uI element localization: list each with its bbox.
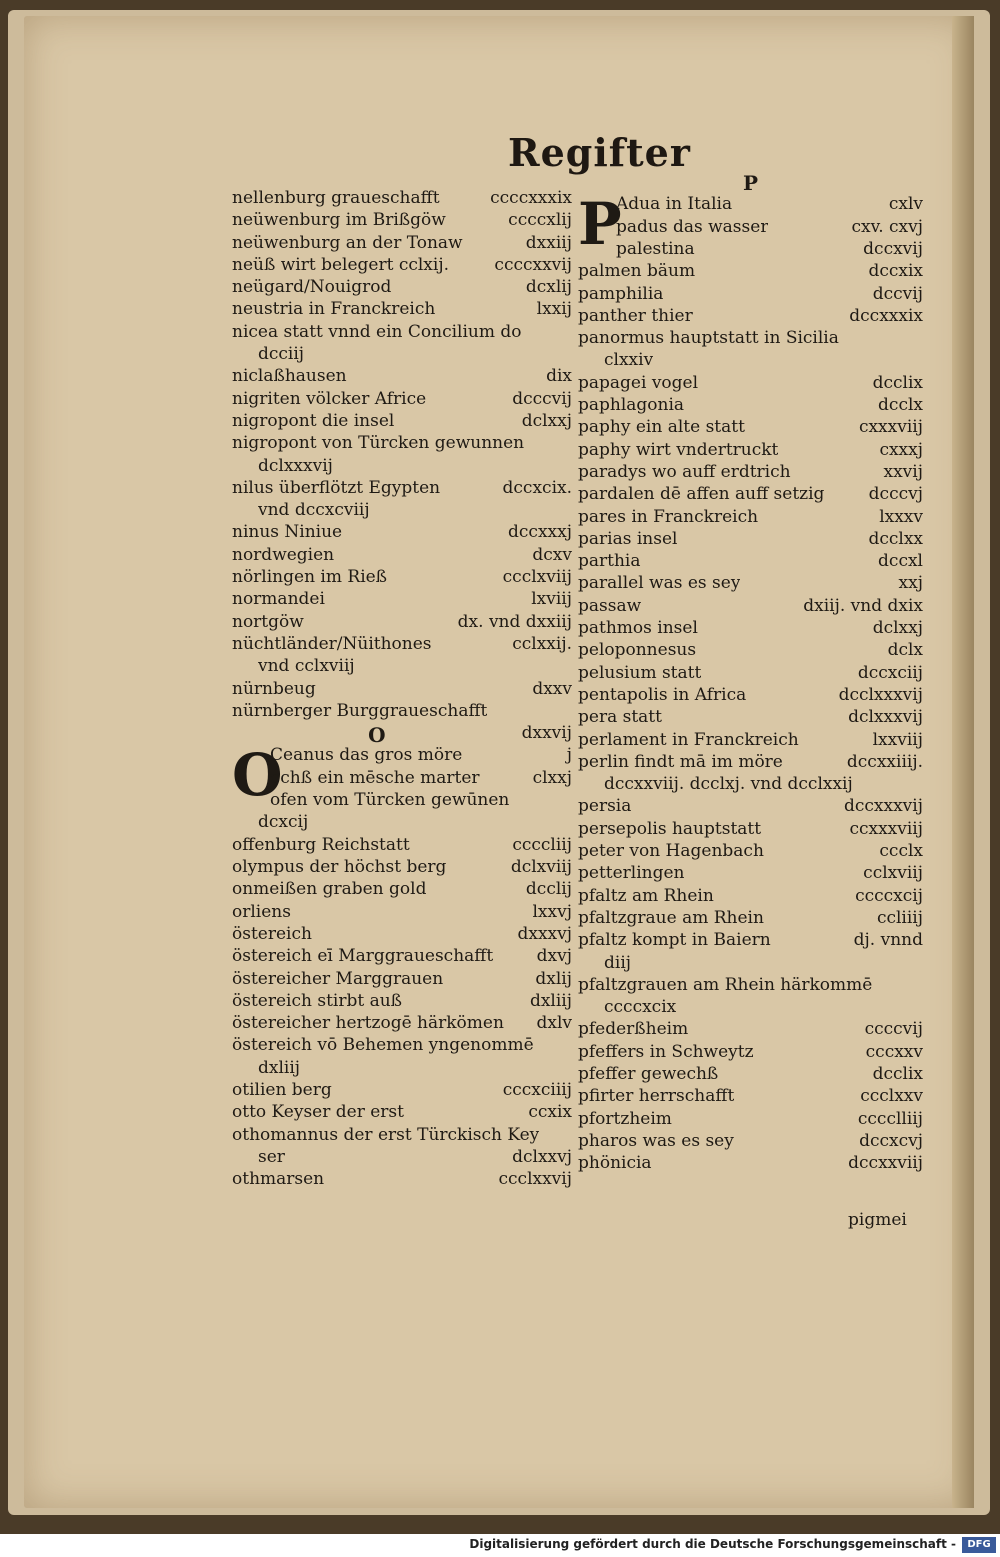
entry-name: nilus überflötzt Egypten [232,477,441,498]
o-initial-block [232,741,572,812]
entry-name: nordwegien [232,544,335,565]
entry-reference: dclxxxvij [848,707,923,728]
register-entry [578,551,923,573]
entry-name: pathmos insel [578,618,698,639]
register-entry [232,299,572,321]
entry-name: pfaltz kompt in Baiern [578,930,771,951]
entry-name: panormus hauptstatt in Sicilia [578,328,839,349]
entry-reference: clxxj [532,767,572,788]
register-entry [232,634,572,656]
register-entry [232,835,572,857]
entry-reference: ccxix [528,1102,572,1123]
register-entry [232,589,572,611]
entry-reference: xxj [898,573,923,594]
entry-name: paphy wirt vndertruckt [578,439,779,460]
register-entry [578,1086,923,1108]
entry-name: vnd dccxcviij [258,500,370,521]
register-entry [232,277,572,299]
entry-reference: dclxxj [872,618,923,639]
entry-name: othomannus der erst Türckisch Key [232,1124,540,1145]
register-entry [578,573,923,595]
entry-reference: dccxcix. [502,477,572,498]
register-entry [578,1153,923,1175]
entry-reference: j [566,745,572,766]
letter-o-row [232,723,572,748]
register-entry [232,456,572,478]
register-entry [232,233,572,255]
entry-name: nigriten völcker Africe [232,388,427,409]
register-entry [232,1147,572,1169]
entry-reference: dclx [887,640,923,661]
entry-name: paphy ein alte statt [578,417,745,438]
p-initial-block [578,190,923,261]
entry-name: nürnbeug [232,678,316,699]
entry-reference: cxxxviij [858,417,923,438]
entry-name: palmen bäum [578,261,696,282]
entry-reference: dcccvj [868,484,923,505]
entry-reference: ccclxxvij [498,1169,572,1190]
entry-name: neüwenburg im Brißgöw [232,210,446,231]
entry-name: neüwenburg an der Tonaw [232,232,463,253]
entry-name: neüß wirt belegert cclxij. [232,254,449,275]
entry-name: olympus der höchst berg [232,857,447,878]
entry-reference: dcclix [872,372,923,393]
register-entry [578,1064,923,1086]
left-entries-o [232,812,572,1191]
entry-reference: cxxxj [879,439,923,460]
left-column [232,188,572,1191]
entry-name: parallel was es sey [578,573,741,594]
left-entries-o-initial [232,741,572,812]
entry-name: östereich vō Behemen yngenommē [232,1035,534,1056]
register-entry [578,997,923,1019]
entry-reference: dxliij [529,990,572,1011]
entry-reference: dccxciij [857,662,923,683]
entry-reference: ccccxxxix [490,188,572,208]
register-entry [232,612,572,634]
entry-reference: ccclxxv [860,1086,923,1107]
entry-reference: ccxxxviij [849,818,923,839]
entry-reference: dcclix [872,1063,923,1084]
entry-name: Adua in Italia [616,194,733,215]
entry-name: persia [578,796,632,817]
register-entry [232,322,572,344]
register-entry [616,194,923,216]
entry-reference: ccccvij [864,1019,923,1040]
entry-name: östereicher Marggrauen [232,968,444,989]
register-entry [232,1125,572,1147]
entry-name: perlin findt mā im möre [578,751,783,772]
entry-name: dccxxviij. dcclxj. vnd dcclxxij [604,774,853,795]
register-entry [232,522,572,544]
entry-name: phönicia [578,1153,652,1174]
register-entry [232,969,572,991]
register-entry [578,1019,923,1041]
entry-name: nüchtländer/Nüithones [232,633,432,654]
register-entry [270,790,572,812]
register-entry [578,462,923,484]
entry-reference: dxiij. vnd dxix [803,595,923,616]
entry-reference: cclxviij [863,863,923,884]
register-entry [232,812,572,834]
entry-name: panther thier [578,305,693,326]
entry-reference: ccliiij [876,907,923,928]
register-entry [232,366,572,388]
entry-name: ser [258,1146,285,1167]
entry-reference: dxxxvj [517,923,572,944]
register-entry [232,567,572,589]
register-entry [232,991,572,1013]
entry-name: ccccxcix [604,997,677,1018]
register-entry [578,841,923,863]
right-entries-p [578,261,923,1175]
entry-name: nellenburg graueschafft [232,188,440,208]
entry-name: pardalen dē affen auff setzig [578,484,825,505]
entry-reference: dccxcvj [859,1130,923,1151]
entry-name: petterlingen [578,863,685,884]
register-entry [578,284,923,306]
register-entry [232,411,572,433]
entry-name: pera statt [578,707,662,728]
entry-name: paphlagonia [578,395,685,416]
entry-name: peter von Hagenbach [578,841,764,862]
register-entry [232,210,572,232]
entry-name: pfeffer gewechß [578,1063,719,1084]
page-heading: Regifter [508,130,691,175]
entry-name: clxxiv [604,350,654,371]
register-entry [232,1035,572,1057]
entry-reference: lxxvj [532,901,572,922]
entry-reference: dxlij [535,968,572,989]
register-entry [578,440,923,462]
entry-reference: ccccliij [512,834,572,855]
entry-name: dxliij [258,1057,301,1078]
entry-reference: dclxxvj [512,1146,572,1167]
entry-name: peloponnesus [578,640,697,661]
entry-reference: dccxxxvij [844,796,923,817]
register-entry [578,730,923,752]
entry-name: pfortzheim [578,1108,672,1129]
entry-name: papagei vogel [578,372,699,393]
catchword: pigmei [848,1210,907,1230]
register-entry [232,701,572,723]
entry-reference: dccxix [868,261,923,282]
entry-reference: dxxiij [525,232,572,253]
register-entry [232,1080,572,1102]
register-entry [578,707,923,729]
register-entry [270,768,572,790]
left-entries-n [232,188,572,723]
register-entry [578,685,923,707]
entry-name: nicea statt vnnd ein Concilium do [232,321,522,342]
footer-bar [0,1534,1000,1557]
entry-name: ninus Niniue [232,522,343,543]
section-letter-p: P [742,171,759,195]
register-entry [232,255,572,277]
register-entry [578,373,923,395]
entry-name: diij [604,952,632,973]
entry-name: parias insel [578,528,678,549]
entry-name: pfirter herrschafft [578,1086,735,1107]
entry-name: pentapolis in Africa [578,684,747,705]
entry-reference: xxvij [883,461,923,482]
register-entry [232,679,572,701]
entry-reference: ccccxcij [855,885,923,906]
register-entry [578,886,923,908]
entry-name: offenburg Reichstatt [232,834,410,855]
entry-name: pfaltz am Rhein [578,885,714,906]
entry-reference: dclxxj [521,410,572,431]
register-entry [232,946,572,968]
register-entry [578,930,923,952]
entry-name: östereich eī Marggraueschafft [232,946,494,967]
register-entry [616,217,923,239]
entry-name: parthia [578,551,641,572]
register-entry [232,478,572,500]
entry-name: nigropont von Türcken gewunnen [232,433,525,454]
entry-name: Ceanus das gros möre [270,745,463,766]
entry-name: pfeffers in Schweytz [578,1041,754,1062]
entry-name: nörlingen im Rieß [232,567,388,588]
register-entry [232,879,572,901]
register-entry [578,1109,923,1131]
register-entry [578,395,923,417]
entry-name: pares in Franckreich [578,506,759,527]
entry-reference: dccvij [872,283,923,304]
entry-reference: dccxvij [863,238,923,259]
entry-reference: lxxxv [879,506,923,527]
entry-name: padus das wasser [616,216,769,237]
register-entry [270,745,572,767]
entry-name: dcciij [258,344,305,365]
entry-name: nigropont die insel [232,410,395,431]
entry-name: pfaltzgrauen am Rhein härkommē [578,974,873,995]
register-entry [578,975,923,997]
footer-credit: Digitalisierung gefördert durch die Deutsche Forschungsgemeinschaft - [469,1537,956,1551]
entry-reference: cclxxij. [512,633,572,654]
initial-letter-o: O [232,741,283,810]
register-entry [578,752,923,774]
page-spine-shadow [952,16,974,1508]
entry-reference: lxxviij [872,729,923,750]
entry-reference: dcclxx [868,528,923,549]
register-entry [578,796,923,818]
register-entry [578,417,923,439]
register-entry [578,529,923,551]
register-entry [578,1042,923,1064]
register-entry [232,188,572,210]
entry-reference: dccxxxj [508,522,572,543]
register-entry [578,640,923,662]
entry-reference: cxlv [888,194,923,215]
entry-name: orliens [232,901,291,922]
entry-name: otilien berg [232,1079,332,1100]
entry-reference: ccccxlij [508,210,572,231]
entry-reference: dcxlij [525,277,572,298]
register-entry [232,1102,572,1124]
entry-name: pfederßheim [578,1019,689,1040]
entry-name: östereich [232,923,312,944]
entry-name: neügard/Nouigrod [232,277,392,298]
section-letter-o: O [368,723,386,748]
entry-name: vnd cclxviij [258,656,355,677]
section-letter-o-ref: dxxvij [521,723,572,744]
entry-reference: lxxij [536,299,572,320]
entry-reference: dcxv [532,544,572,565]
initial-letter-p: P [578,190,622,259]
entry-reference: dcclx [878,395,923,416]
register-entry [232,1169,572,1191]
entry-reference: dx. vnd dxxiij [457,611,572,632]
entry-name: ochß ein mēsche marter [270,767,480,788]
entry-name: nürnberger Burggraueschafft [232,700,488,721]
register-entry [578,774,923,796]
entry-name: palestina [616,238,695,259]
register-entry [232,500,572,522]
entry-name: normandei [232,589,325,610]
entry-name: onmeißen graben gold [232,879,427,900]
entry-name: pelusium statt [578,662,702,683]
entry-reference: dxxv [532,678,572,699]
entry-name: östereicher hertzogē härkömen [232,1013,504,1034]
entry-reference: ccccxxvij [494,254,572,275]
register-entry [578,328,923,350]
entry-reference: dcclxxxvij [838,684,923,705]
entry-reference: lxviij [531,589,572,610]
register-entry [578,507,923,529]
entry-name: östereich stirbt auß [232,990,403,1011]
register-entry [232,656,572,678]
register-entry [578,1131,923,1153]
entry-reference: dccxxxix [849,305,923,326]
entry-name: perlament in Franckreich [578,729,799,750]
entry-name: dcxcij [258,812,309,833]
entry-name: neustria in Franckreich [232,299,436,320]
entry-reference: cccxciiij [502,1079,572,1100]
entry-name: dclxxxvij [258,455,333,476]
register-entry [232,1013,572,1035]
entry-reference: cccclliij [857,1108,923,1129]
entry-name: pharos was es sey [578,1130,734,1151]
entry-reference: dcccvij [512,388,572,409]
entry-reference: dix [546,366,572,387]
right-entries-p-initial [578,190,923,261]
register-entry [578,350,923,372]
entry-reference: dj. vnnd [853,930,923,951]
register-entry [232,857,572,879]
register-entry [232,389,572,411]
entry-reference: dccxl [878,551,923,572]
right-column [578,172,923,1175]
register-entry [232,433,572,455]
register-entry [578,953,923,975]
entry-reference: dccxxiiij. [846,751,923,772]
register-entry [578,261,923,283]
entry-reference: dclxviij [510,857,572,878]
entry-name: persepolis hauptstatt [578,818,762,839]
register-entry [232,924,572,946]
entry-reference: ccclxviij [502,567,572,588]
entry-name: pfaltzgraue am Rhein [578,907,764,928]
dfg-logo: DFG [962,1537,996,1553]
entry-name: othmarsen [232,1169,325,1190]
entry-name: paradys wo auff erdtrich [578,461,791,482]
register-entry [232,902,572,924]
register-entry [578,863,923,885]
register-entry [578,618,923,640]
register-entry [578,819,923,841]
entry-name: pamphilia [578,283,664,304]
entry-reference: cccxxv [865,1041,923,1062]
register-entry [578,484,923,506]
register-entry [578,596,923,618]
register-entry [232,1058,572,1080]
entry-name: nortgöw [232,611,304,632]
entry-reference: dccxxviij [848,1153,923,1174]
entry-reference: dcclij [525,879,572,900]
entry-name: ofen vom Türcken gewūnen [270,790,510,811]
entry-name: niclaßhausen [232,366,347,387]
entry-reference: ccclx [879,841,923,862]
register-entry [578,663,923,685]
register-entry [232,545,572,567]
register-entry [616,239,923,261]
entry-name: passaw [578,595,642,616]
entry-name: otto Keyser der erst [232,1102,404,1123]
register-entry [578,306,923,328]
register-entry [232,344,572,366]
entry-reference: dxvj [536,946,572,967]
register-entry [578,908,923,930]
entry-reference: cxv. cxvj [851,216,923,237]
entry-reference: dxlv [536,1013,572,1034]
